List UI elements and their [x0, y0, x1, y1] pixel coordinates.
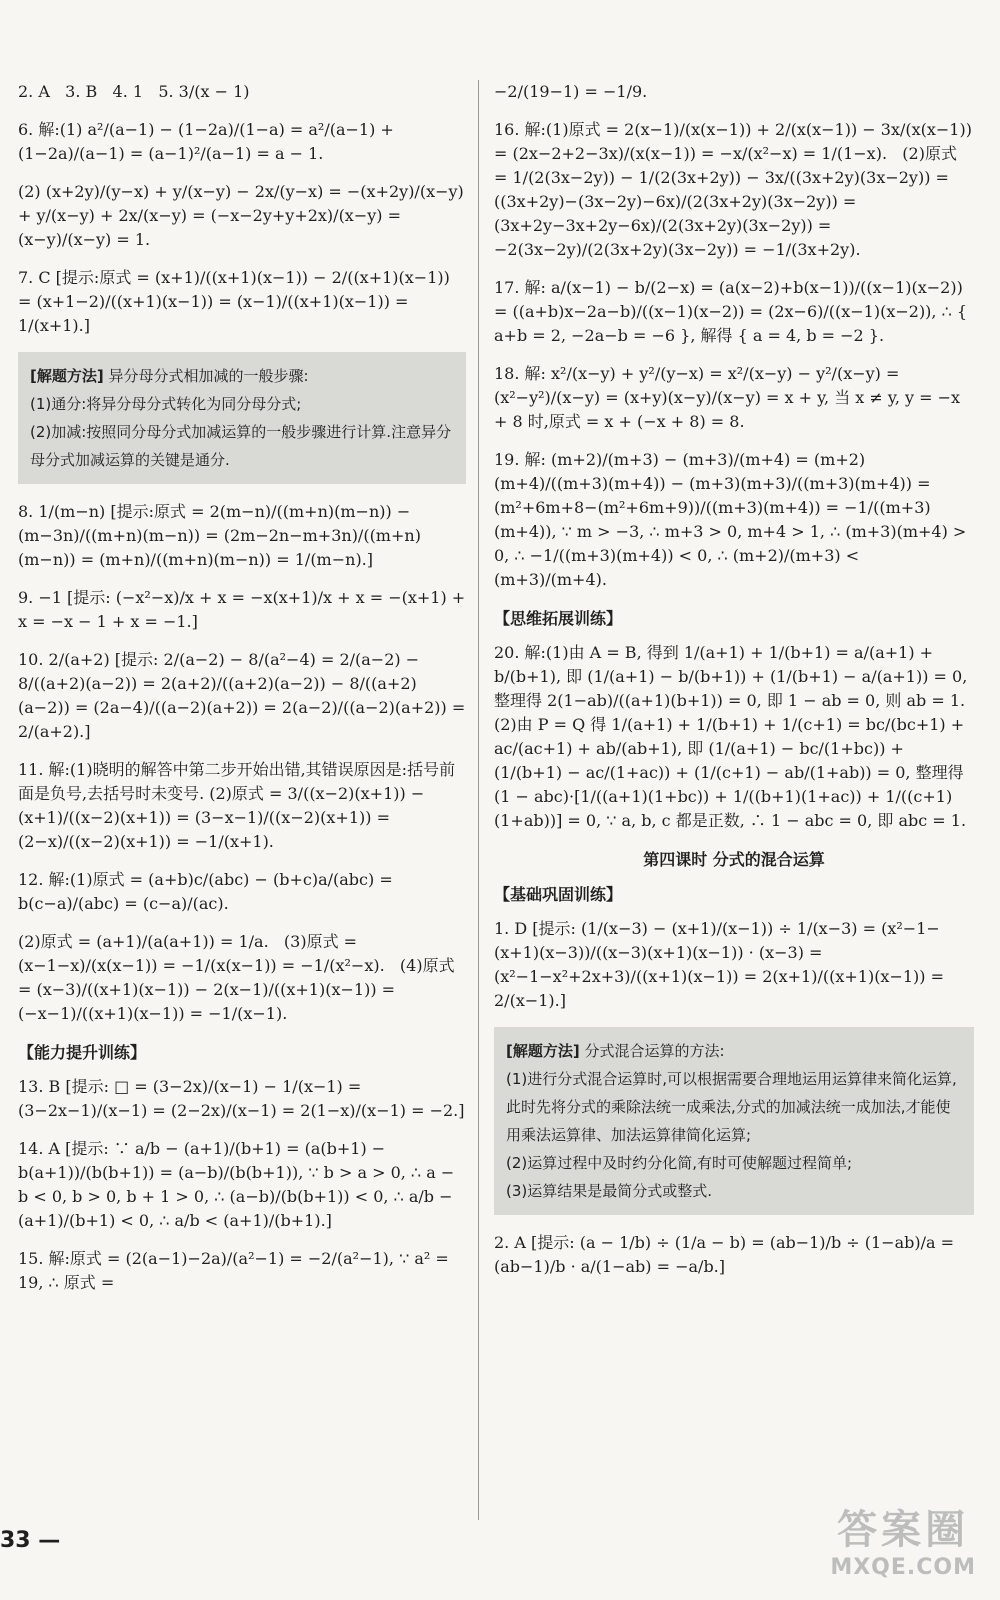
- tip-text: 分式混合运算的方法:: [584, 1042, 725, 1060]
- answer-line: 7. C [提示:原式 = (x+1)/((x+1)(x−1)) − 2/((x+1)(x−1)) = (x+1−2)/((x+1)(x−1)) = (x−1)/((x+1)(x−1)) = 1/(x+1).]: [18, 268, 455, 335]
- tip-title: [解题方法]: [30, 367, 104, 385]
- left-column: [18, 80, 471, 1309]
- answer-line: 17. 解: a/(x−1) − b/(2−x) = (a(x−2)+b(x−1))/((x−1)(x−2)) = ((a+b)x−2a−b)/((x−1)(x−2)) = (2x−6)/((x−1)(x−2)), ∴ { a+b = 2, −2a−b = −6 }, 解得 { a = 4, b = −2 }.: [494, 278, 973, 345]
- answer-line: (2)原式 = (a+1)/(a(a+1)) = 1/a. (3)原式 = (x−1−x)/(x(x−1)) = −1/(x(x−1)) = −1/(x²−x). (4)原式 = (x−3)/((x+1)(x−1)) − 2(x−1)/((x+1)(x−1)) = (−x−1)/((x+1)(x−1)) = −1/(x−1).: [18, 932, 460, 1023]
- page-number: 33 —: [0, 1528, 61, 1553]
- answer-line: 2. A [提示: (a − 1/b) ÷ (1/a − b) = (ab−1)/b ÷ (1−ab)/a = (ab−1)/b · a/(1−ab) = −a/b.]: [494, 1233, 960, 1276]
- tip-text: 异分母分式相加减的一般步骤:: [108, 367, 309, 385]
- lesson-title: 第四课时 分式的混合运算: [643, 850, 825, 869]
- answer-line: 8. 1/(m−n) [提示:原式 = 2(m−n)/((m+n)(m−n)) − (m−3n)/((m+n)(m−n)) = (2m−2n−m+3n)/((m+n)(m−n)) = (m+n)/((m+n)(m−n)) = 1/(m−n).]: [18, 502, 421, 569]
- answer-line: 20. 解:(1)由 A = B, 得到 1/(a+1) + 1/(b+1) = a/(a+1) + b/(b+1), 即 (1/(a+1) − b/(b+1)) + (1/(b+1) − a/(a+1)) = 0, 整理得 2(1−ab)/((a+1)(b+1)) = 0, 即 1 − ab = 0, 则 ab = 1. (2)由 P = Q 得 1/(a+1) + 1/(b+1) + 1/(c+1) = bc/(bc+1) + ac/(ac+1) + ab/(ab+1), 即 (1/(a+1) − bc/(1+bc)) + (1/(b+1) − ac/(1+ac)) + (1/(c+1) − ab/(1+ab)) = 0, 整理得 (1 − abc)·[1/((a+1)(1+bc)) + 1/((b+1)(1+ac)) + 1/((c+1)(1+ab))] = 0, ∵ a, b, c 都是正数, ∴ 1 − abc = 0, 即 abc = 1.: [494, 643, 981, 830]
- answer-line: 1. D [提示: (1/(x−3) − (x+1)/(x−1)) ÷ 1/(x−3) = (x²−1−(x+1)(x−3))/((x−3)(x+1)(x−1)) · (x−3) = (x²−1−x²+2x+3)/((x+1)(x−1)) = 2(x+1)/((x+1)(x−1)) = 2/(x−1).]: [494, 919, 950, 1010]
- section-heading-thinking: 【思维拓展训练】: [494, 609, 623, 628]
- section-heading-ability: 【能力提升训练】: [18, 1043, 147, 1062]
- tip-line: (2)运算过程中及时约分化简,有时可使解题过程简单;: [506, 1154, 853, 1172]
- answer-line: −2/(19−1) = −1/9.: [494, 82, 648, 101]
- answer-line: 6. 解:(1) a²/(a−1) − (1−2a)/(1−a) = a²/(a−1) + (1−2a)/(a−1) = (a−1)²/(a−1) = a − 1.: [18, 120, 399, 163]
- tip-header: [506, 1037, 962, 1065]
- watermark-url: MXQE.COM: [830, 1555, 976, 1580]
- answer-line: 19. 解: (m+2)/(m+3) − (m+3)/(m+4) = (m+2)(m+4)/((m+3)(m+4)) − (m+3)(m+3)/((m+3)(m+4)) = (m²+6m+8−(m²+6m+9))/((m+3)(m+4)) = −1/((m+3)(m+4)), ∵ m > −3, ∴ m+3 > 0, m+4 > 1, ∴ (m+3)(m+4) > 0, ∴ −1/((m+3)(m+4)) < 0, ∴ (m+2)/(m+3) < (m+3)/(m+4).: [494, 450, 972, 589]
- tip-title: [解题方法]: [506, 1042, 580, 1060]
- answer-line: 15. 解:原式 = (2(a−1)−2a)/(a²−1) = −2/(a²−1), ∵ a² = 19, ∴ 原式 =: [18, 1249, 454, 1292]
- method-tip-box: [494, 1027, 974, 1215]
- section-heading-basic: 【基础巩固训练】: [494, 885, 623, 904]
- tip-header: [30, 362, 454, 390]
- answer-line: 9. −1 [提示: (−x²−x)/x + x = −x(x+1)/x + x = −(x+1) + x = −x − 1 + x = −1.]: [18, 588, 471, 631]
- answer-line: 13. B [提示: □ = (3−2x)/(x−1) − 1/(x−1) = (3−2x−1)/(x−1) = (2−2x)/(x−1) = 2(1−x)/(x−1) = −2.]: [18, 1077, 465, 1120]
- right-column: [494, 80, 981, 1293]
- method-tip-box: [18, 352, 466, 484]
- answer-line: 14. A [提示: ∵ a/b − (a+1)/(b+1) = (a(b+1) − b(a+1))/(b(b+1)) = (a−b)/(b(b+1)), ∵ b > a > 0, ∴ a − b < 0, b > 0, b + 1 > 0, ∴ (a−b)/(b(b+1)) < 0, ∴ a/b − (a+1)/(b+1) < 0, ∴ a/b < (a+1)/(b+1).]: [18, 1139, 460, 1230]
- tip-line: (2)加减:按照同分母分式加减运算的一般步骤进行计算.注意异分母分式加减运算的关键是通分.: [30, 423, 452, 469]
- answer-line: 18. 解: x²/(x−y) + y²/(y−x) = x²/(x−y) − y²/(x−y) = (x²−y²)/(x−y) = (x+y)(x−y)/(x−y) = x + y, 当 x ≠ y, y = −x + 8 时,原式 = x + (−x + 8) = 8.: [494, 364, 966, 431]
- answer-line: 2. A 3. B 4. 1 5. 3/(x − 1): [18, 82, 250, 101]
- answer-line: 10. 2/(a+2) [提示: 2/(a−2) − 8/(a²−4) = 2/(a−2) − 8/((a+2)(a−2)) = 2(a+2)/((a+2)(a−2)) − 8/((a+2)(a−2)) = (2a−4)/((a−2)(a+2)) = 2(a−2)/((a−2)(a+2)) = 2/(a+2).]: [18, 650, 471, 741]
- tip-line: (3)运算结果是最简分式或整式.: [506, 1182, 713, 1200]
- answer-line: 11. 解:(1)晓明的解答中第二步开始出错,其错误原因是:括号前面是负号,去括号时未变号. (2)原式 = 3/((x−2)(x+1)) − (x+1)/((x−2)(x+1)) = (3−x−1)/((x−2)(x+1)) = (2−x)/((x−2)(x+1)) = −1/(x+1).: [18, 760, 456, 851]
- watermark: [830, 1498, 976, 1580]
- tip-line: (1)通分:将异分母分式转化为同分母分式;: [30, 395, 302, 413]
- answer-line: 12. 解:(1)原式 = (a+b)c/(abc) − (b+c)a/(abc) = b(c−a)/(abc) = (c−a)/(ac).: [18, 870, 398, 913]
- answer-line: 16. 解:(1)原式 = 2(x−1)/(x(x−1)) + 2/(x(x−1)) − 3x/(x(x−1)) = (2x−2+2−3x)/(x(x−1)) = −x/(x²−x) = 1/(1−x). (2)原式 = 1/(2(3x−2y)) − 1/(2(3x+2y)) − 3x/((3x+2y)(3x−2y)) = ((3x+2y)−(3x−2y)−6x)/(2(3x+2y)(3x−2y)) = (3x+2y−3x+2y−6x)/(2(3x+2y)(3x−2y)) = −2(3x−2y)/(2(3x+2y)(3x−2y)) = −1/(3x+2y).: [494, 120, 978, 259]
- answer-line: (2) (x+2y)/(y−x) + y/(x−y) − 2x/(y−x) = −(x+2y)/(x−y) + y/(x−y) + 2x/(x−y) = (−x−2y+y+2x)/(x−y) = (x−y)/(x−y) = 1.: [18, 182, 469, 249]
- column-divider: [478, 80, 479, 1520]
- watermark-logo: 答案圈: [837, 1507, 970, 1553]
- tip-line: (1)进行分式混合运算时,可以根据需要合理地运用运算律来简化运算,此时先将分式的乘除法统一成乘法,分式的加减法统一成加法,才能使用乘法运算律、加法运算律简化运算;: [506, 1070, 957, 1144]
